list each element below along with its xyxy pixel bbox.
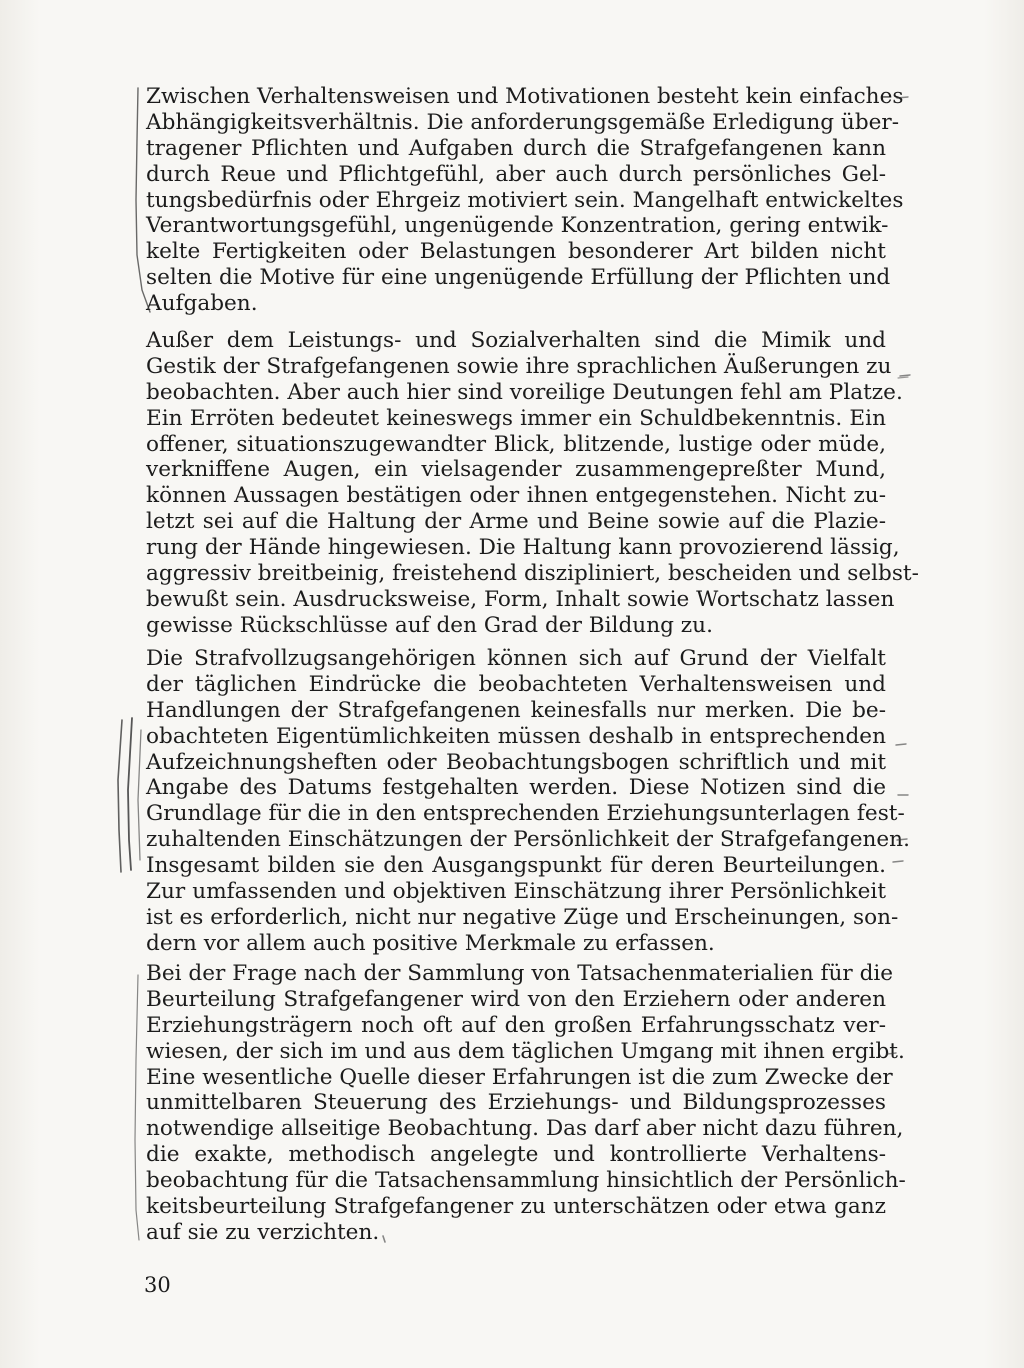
text-line: Zur umfassenden und objektiven Einschätzung ihrer Persönlichkeit (146, 879, 886, 905)
text-line: verkniffene Augen, ein vielsagender zusammengepreßter Mund, (146, 457, 886, 483)
text-line: Gestik der Strafgefangenen sowie ihre sprachlichen Äußerungen zu (146, 353, 892, 379)
text-line: Bei der Frage nach der Sammlung von Tatsachenmaterialien für die (146, 961, 894, 986)
pencil-margin-line (136, 88, 150, 312)
text-line: Beurteilung Strafgefangener wird von den Erziehern oder anderen (146, 986, 886, 1012)
text-line: aggressiv breitbeinig, freistehend diszipliniert, bescheiden und selbst- (146, 561, 919, 587)
text-line: Außer dem Leistungs- und Sozialverhalten sind die Mimik und (146, 328, 886, 353)
pencil-tick (896, 744, 906, 745)
text-line: dern vor allem auch positive Merkmale zu erfassen. (146, 930, 715, 956)
pencil-margin-line (118, 720, 122, 872)
text-line: Insgesamt bilden sie den Ausgangspunkt für deren Beurteilungen. (146, 853, 886, 879)
pencil-margin-line (128, 718, 132, 870)
text-line: unmittelbaren Steuerung des Erziehungs- und Bildungsprozesses (146, 1090, 886, 1116)
text-line: Verantwortungsgefühl, ungenügende Konzentration, gering entwik- (146, 213, 889, 239)
text-line: kelte Fertigkeiten oder Belastungen besonderer Art bilden nicht (146, 239, 886, 265)
text-line: zuhaltenden Einschätzungen der Persönlichkeit der Strafgefangenen. (146, 827, 910, 853)
text-line: Abhängigkeitsverhältnis. Die anforderungsgemäße Erledigung über- (146, 109, 900, 135)
text-line: der täglichen Eindrücke die beobachteten Verhaltensweisen und (146, 671, 886, 697)
pencil-tick (900, 375, 910, 376)
text-line: durch Reue und Pflichtgefühl, aber auch durch persönliches Gel- (146, 161, 886, 187)
text-line: notwendige allseitige Beobachtung. Das darf aber nicht dazu führen, (146, 1116, 904, 1142)
pencil-margin-line (138, 730, 141, 860)
text-line: beobachtung für die Tatsachensammlung hinsichtlich der Persönlich- (146, 1168, 906, 1194)
text-line: offener, situationszugewandter Blick, blitzende, lustige oder müde, (146, 431, 886, 457)
text-line: Handlungen der Strafgefangenen keinesfalls nur merken. Die be- (146, 697, 886, 723)
pencil-tick (897, 97, 908, 98)
text-line: obachteten Eigentümlichkeiten müssen deshalb in entsprechenden (146, 723, 886, 749)
page-number: 30 (144, 1273, 171, 1297)
text-line: die exakte, methodisch angelegte und kontrollierte Verhaltens- (146, 1142, 886, 1168)
text-line: ist es erforderlich, nicht nur negative Züge und Erscheinungen, son- (146, 904, 899, 930)
text-line: Aufgaben. (146, 291, 258, 317)
text-line: Grundlage für die in den entsprechenden Erziehungsunterlagen fest- (146, 801, 905, 827)
text-line: beobachten. Aber auch hier sind voreilige Deutungen fehl am Platze. (146, 379, 903, 405)
text-line: tragener Pflichten und Aufgaben durch die Strafgefangenen kann (146, 135, 886, 161)
text-line: Zwischen Verhaltensweisen und Motivationen besteht kein einfaches (146, 84, 904, 109)
text-line: keitsbeurteilung Strafgefangener zu unterschätzen oder etwa ganz (146, 1194, 886, 1220)
text-line: Erziehungsträgern noch oft auf den großen Erfahrungsschatz ver- (146, 1012, 886, 1038)
text-line: tungsbedürfnis oder Ehrgeiz motiviert sein. Mangelhaft entwickeltes (146, 187, 904, 213)
text-line: Ein Erröten bedeutet keineswegs immer ein Schuldbekenntnis. Ein (146, 405, 886, 431)
pencil-tick (383, 1236, 385, 1242)
text-line: letzt sei auf die Haltung der Arme und Beine sowie auf die Plazie- (146, 509, 886, 535)
text-line: auf sie zu verzichten. (146, 1219, 380, 1245)
text-line: Eine wesentliche Quelle dieser Erfahrungen ist die zum Zwecke der (146, 1064, 893, 1090)
pencil-tick (887, 1053, 896, 1054)
text-line: wiesen, der sich im und aus dem täglichen Umgang mit ihnen ergibt. (146, 1038, 905, 1064)
pencil-tick (898, 377, 908, 378)
text-line: gewisse Rückschlüsse auf den Grad der Bildung zu. (146, 612, 713, 638)
text-line: selten die Motive für eine ungenügende Erfüllung der Pflichten und (146, 265, 891, 291)
text-line: Die Strafvollzugsangehörigen können sich auf Grund der Vielfalt (146, 646, 886, 671)
pencil-margin-line (135, 975, 139, 1240)
text-line: können Aussagen bestätigen oder ihnen entgegenstehen. Nicht zu- (146, 483, 886, 509)
pencil-tick (897, 839, 907, 840)
text-line: Angabe des Datums festgehalten werden. Diese Notizen sind die (146, 775, 886, 801)
text-line: Aufzeichnungsheften oder Beobachtungsbogen schriftlich und mit (146, 749, 886, 775)
pencil-tick (893, 861, 903, 862)
text-line: rung der Hände hingewiesen. Die Haltung kann provozierend lässig, (146, 535, 900, 561)
text-line: bewußt sein. Ausdrucksweise, Form, Inhalt sowie Wortschatz lassen (146, 586, 895, 612)
